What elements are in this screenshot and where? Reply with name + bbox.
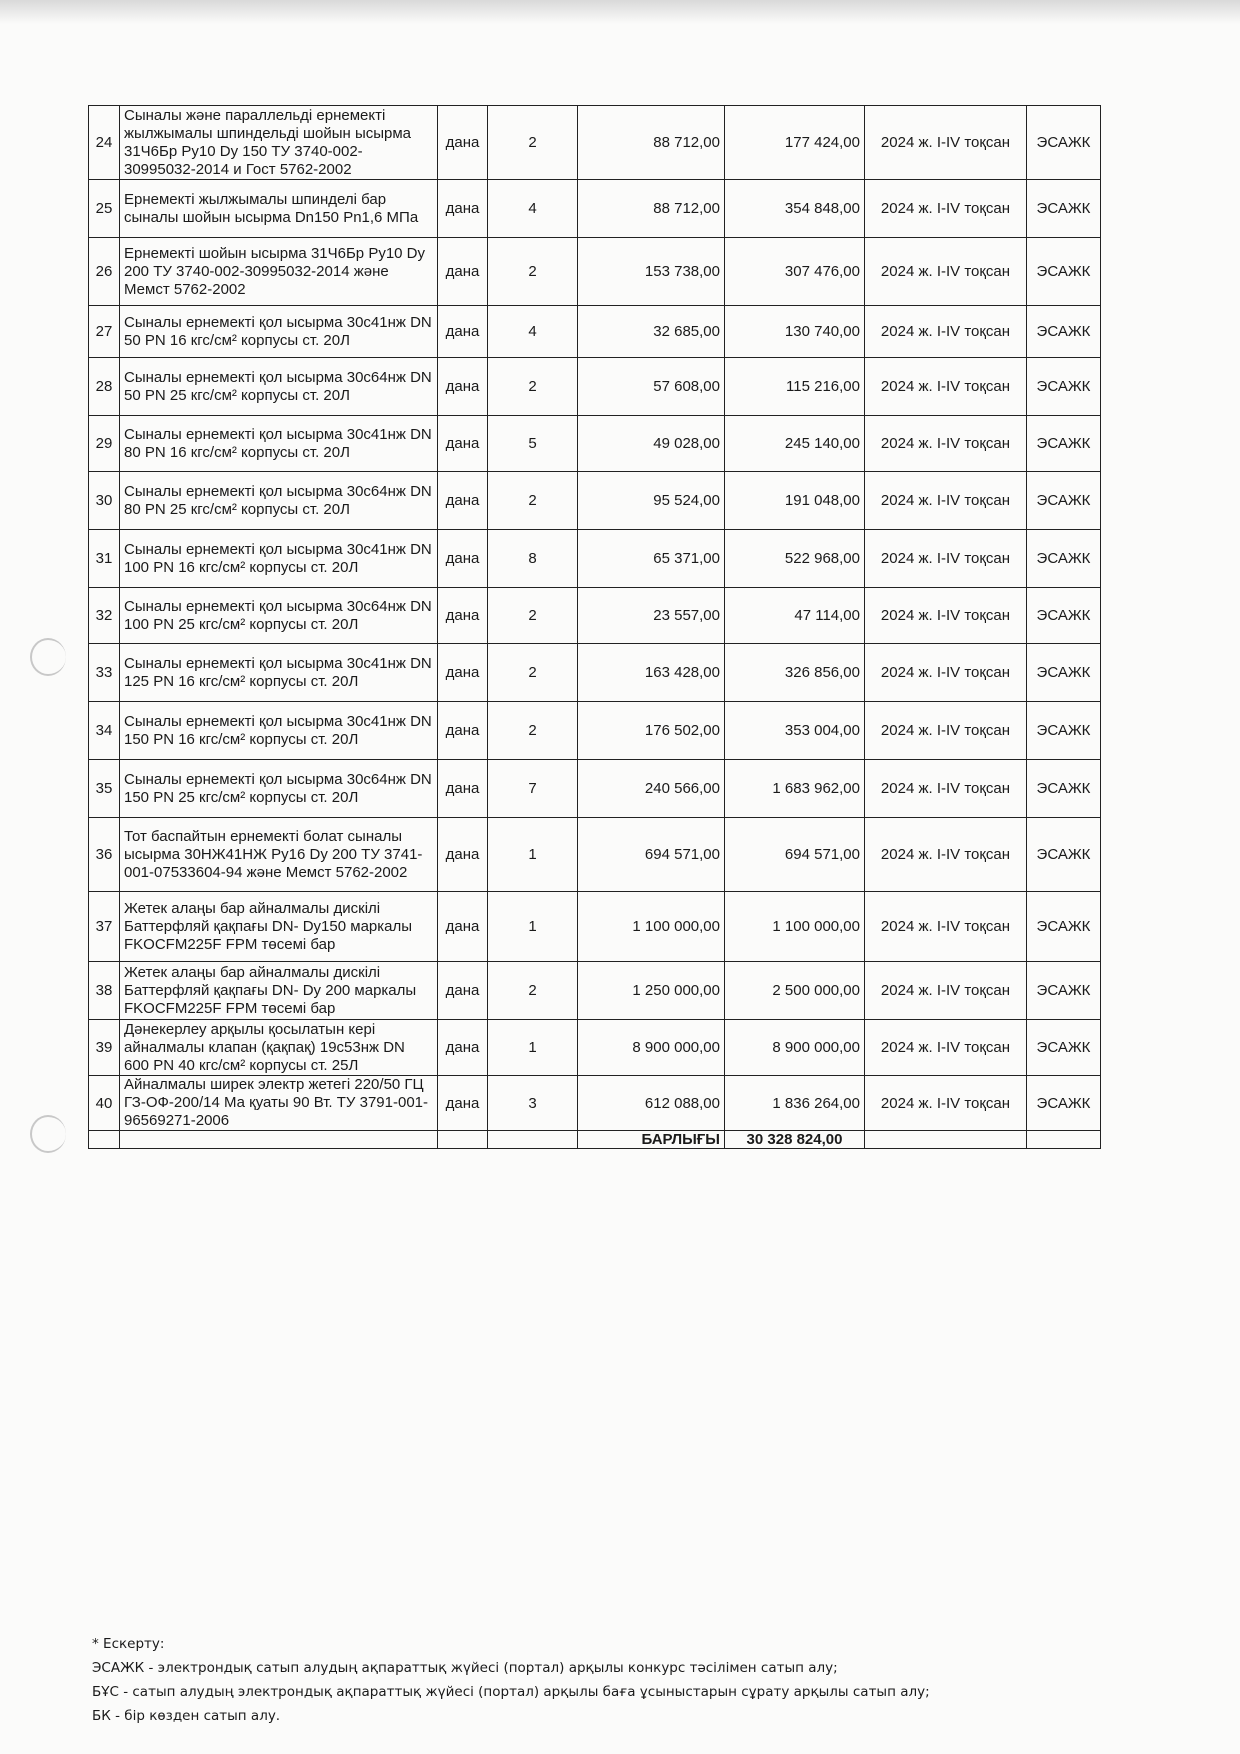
row-number: 27 <box>89 306 120 358</box>
row-number: 35 <box>89 760 120 818</box>
price-cell: 163 428,00 <box>578 644 725 702</box>
quantity-cell: 2 <box>488 644 578 702</box>
sum-cell: 115 216,00 <box>725 358 865 416</box>
method-cell: ЭСАЖК <box>1027 760 1101 818</box>
unit-cell: дана <box>438 238 488 306</box>
method-cell: ЭСАЖК <box>1027 358 1101 416</box>
footnote-title: * Ескерту: <box>92 1636 165 1652</box>
unit-cell: дана <box>438 530 488 588</box>
total-label: БАРЛЫҒЫ <box>578 1131 725 1149</box>
row-number: 24 <box>89 106 120 180</box>
price-cell: 1 100 000,00 <box>578 892 725 962</box>
item-name: Ернемекті шойын ысырма 31Ч6Бр Ру10 Dу 200 ТУ 3740-002-30995032-2014 және Мемст 5762-2002 <box>120 238 438 306</box>
quantity-cell: 2 <box>488 106 578 180</box>
period-cell: 2024 ж. I-IV тоқсан <box>865 238 1027 306</box>
price-cell: 95 524,00 <box>578 472 725 530</box>
price-cell: 49 028,00 <box>578 416 725 472</box>
table-row <box>89 1020 1101 1076</box>
table-row <box>89 892 1101 962</box>
unit-cell: дана <box>438 962 488 1020</box>
quantity-cell: 8 <box>488 530 578 588</box>
quantity-cell: 2 <box>488 238 578 306</box>
price-cell: 88 712,00 <box>578 106 725 180</box>
quantity-cell: 2 <box>488 472 578 530</box>
price-cell: 32 685,00 <box>578 306 725 358</box>
table-row <box>89 760 1101 818</box>
unit-cell: дана <box>438 644 488 702</box>
punch-hole <box>30 638 66 676</box>
quantity-cell: 4 <box>488 180 578 238</box>
item-name: Ернемекті жылжымалы шпинделі бар сыналы шойын ысырма Dn150 Pn1,6 МПа <box>120 180 438 238</box>
sum-cell: 1 836 264,00 <box>725 1076 865 1131</box>
sum-cell: 694 571,00 <box>725 818 865 892</box>
quantity-cell: 2 <box>488 702 578 760</box>
item-name: Дәнекерлеу арқылы қосылатын кері айналмалы клапан (қақпақ) 19с53нж DN 600 PN 40 кгс/см² корпусы ст. 25Л <box>120 1020 438 1076</box>
period-cell: 2024 ж. I-IV тоқсан <box>865 358 1027 416</box>
item-name: Сыналы ернемекті қол ысырма 30с41нж DN 125 PN 16 кгс/см² корпусы ст. 20Л <box>120 644 438 702</box>
method-cell: ЭСАЖК <box>1027 644 1101 702</box>
item-name: Сыналы ернемекті қол ысырма 30с64нж DN 100 PN 25 кгс/см² корпусы ст. 20Л <box>120 588 438 644</box>
item-name: Сыналы ернемекті қол ысырма 30с41нж DN 50 PN 16 кгс/см² корпусы ст. 20Л <box>120 306 438 358</box>
period-cell: 2024 ж. I-IV тоқсан <box>865 306 1027 358</box>
row-number: 34 <box>89 702 120 760</box>
table-row <box>89 818 1101 892</box>
period-cell: 2024 ж. I-IV тоқсан <box>865 530 1027 588</box>
method-cell: ЭСАЖК <box>1027 1020 1101 1076</box>
period-cell: 2024 ж. I-IV тоқсан <box>865 416 1027 472</box>
footnote <box>92 1632 1192 1728</box>
sum-cell: 354 848,00 <box>725 180 865 238</box>
price-cell: 88 712,00 <box>578 180 725 238</box>
price-cell: 176 502,00 <box>578 702 725 760</box>
method-cell: ЭСАЖК <box>1027 962 1101 1020</box>
item-name: Сыналы ернемекті қол ысырма 30с64нж DN 50 PN 25 кгс/см² корпусы ст. 20Л <box>120 358 438 416</box>
table-row <box>89 530 1101 588</box>
method-cell: ЭСАЖК <box>1027 238 1101 306</box>
price-cell: 153 738,00 <box>578 238 725 306</box>
row-number: 38 <box>89 962 120 1020</box>
sum-cell: 326 856,00 <box>725 644 865 702</box>
unit-cell: дана <box>438 358 488 416</box>
sum-cell: 191 048,00 <box>725 472 865 530</box>
sum-cell: 1 100 000,00 <box>725 892 865 962</box>
item-name: Сыналы ернемекті қол ысырма 30с41нж DN 80 PN 16 кгс/см² корпусы ст. 20Л <box>120 416 438 472</box>
quantity-cell: 2 <box>488 962 578 1020</box>
period-cell: 2024 ж. I-IV тоқсан <box>865 472 1027 530</box>
method-cell: ЭСАЖК <box>1027 702 1101 760</box>
table-row <box>89 702 1101 760</box>
sum-cell: 307 476,00 <box>725 238 865 306</box>
table-row <box>89 416 1101 472</box>
price-cell: 1 250 000,00 <box>578 962 725 1020</box>
quantity-cell: 1 <box>488 892 578 962</box>
sum-cell: 177 424,00 <box>725 106 865 180</box>
table-row <box>89 180 1101 238</box>
row-number: 32 <box>89 588 120 644</box>
method-cell: ЭСАЖК <box>1027 530 1101 588</box>
unit-cell: дана <box>438 1020 488 1076</box>
row-number: 30 <box>89 472 120 530</box>
sum-cell: 130 740,00 <box>725 306 865 358</box>
sum-cell: 1 683 962,00 <box>725 760 865 818</box>
quantity-cell: 7 <box>488 760 578 818</box>
row-number: 37 <box>89 892 120 962</box>
quantity-cell: 3 <box>488 1076 578 1131</box>
item-name: Тот баспайтын ернемекті болат сыналы ысырма 30НЖ41НЖ Ру16 Dу 200 ТУ 3741-001-07533604-94 және Мемст 5762-2002 <box>120 818 438 892</box>
table-row <box>89 644 1101 702</box>
price-cell: 23 557,00 <box>578 588 725 644</box>
method-cell: ЭСАЖК <box>1027 1076 1101 1131</box>
price-cell: 65 371,00 <box>578 530 725 588</box>
quantity-cell: 2 <box>488 358 578 416</box>
period-cell: 2024 ж. I-IV тоқсан <box>865 180 1027 238</box>
item-name: Сыналы ернемекті қол ысырма 30с64нж DN 150 PN 25 кгс/см² корпусы ст. 20Л <box>120 760 438 818</box>
sum-cell: 522 968,00 <box>725 530 865 588</box>
item-name: Жетек алаңы бар айналмалы дискілі Баттерфляй қақпағы DN- Dу150 маркалы FKOCFM225F FPM төсемі бар <box>120 892 438 962</box>
price-cell: 57 608,00 <box>578 358 725 416</box>
unit-cell: дана <box>438 892 488 962</box>
unit-cell: дана <box>438 106 488 180</box>
period-cell: 2024 ж. I-IV тоқсан <box>865 644 1027 702</box>
row-number: 33 <box>89 644 120 702</box>
method-cell: ЭСАЖК <box>1027 472 1101 530</box>
price-cell: 8 900 000,00 <box>578 1020 725 1076</box>
item-name: Сыналы және параллельді ернемекті жылжымалы шпиндельді шойын ысырма 31Ч6Бр Ру10 Dу 150 ТУ 3740-002-30995032-2014 и Гост 5762-2002 <box>120 106 438 180</box>
method-cell: ЭСАЖК <box>1027 892 1101 962</box>
footnote-line: ЭСАЖК - электрондық сатып алудың ақпараттық жүйесі (портал) арқылы конкурс тәсілімен сатып алу; <box>92 1660 838 1676</box>
method-cell: ЭСАЖК <box>1027 416 1101 472</box>
method-cell: ЭСАЖК <box>1027 818 1101 892</box>
unit-cell: дана <box>438 180 488 238</box>
quantity-cell: 4 <box>488 306 578 358</box>
item-name: Айналмалы ширек электр жетегі 220/50 ГЦ ГЗ-ОФ-200/14 Ма қуаты 90 Вт. ТУ 3791-001-96569271-2006 <box>120 1076 438 1131</box>
row-number: 39 <box>89 1020 120 1076</box>
table-row <box>89 306 1101 358</box>
quantity-cell: 5 <box>488 416 578 472</box>
quantity-cell: 1 <box>488 818 578 892</box>
period-cell: 2024 ж. I-IV тоқсан <box>865 818 1027 892</box>
sum-cell: 353 004,00 <box>725 702 865 760</box>
footnote-line: БҰС - сатып алудың электрондық ақпараттық жүйесі (портал) арқылы баға ұсыныстарын сұрату арқылы сатып алу; <box>92 1684 930 1700</box>
row-number: 25 <box>89 180 120 238</box>
method-cell: ЭСАЖК <box>1027 106 1101 180</box>
period-cell: 2024 ж. I-IV тоқсан <box>865 702 1027 760</box>
unit-cell: дана <box>438 818 488 892</box>
price-cell: 240 566,00 <box>578 760 725 818</box>
row-number: 36 <box>89 818 120 892</box>
total-row <box>89 1131 1101 1149</box>
method-cell: ЭСАЖК <box>1027 306 1101 358</box>
table-row <box>89 588 1101 644</box>
procurement-table <box>88 105 1101 1149</box>
unit-cell: дана <box>438 588 488 644</box>
unit-cell: дана <box>438 760 488 818</box>
price-cell: 694 571,00 <box>578 818 725 892</box>
table-row <box>89 106 1101 180</box>
unit-cell: дана <box>438 472 488 530</box>
unit-cell: дана <box>438 416 488 472</box>
row-number: 29 <box>89 416 120 472</box>
period-cell: 2024 ж. I-IV тоқсан <box>865 588 1027 644</box>
unit-cell: дана <box>438 306 488 358</box>
period-cell: 2024 ж. I-IV тоқсан <box>865 106 1027 180</box>
period-cell: 2024 ж. I-IV тоқсан <box>865 962 1027 1020</box>
sum-cell: 2 500 000,00 <box>725 962 865 1020</box>
period-cell: 2024 ж. I-IV тоқсан <box>865 1020 1027 1076</box>
item-name: Сыналы ернемекті қол ысырма 30с41нж DN 150 PN 16 кгс/см² корпусы ст. 20Л <box>120 702 438 760</box>
price-cell: 612 088,00 <box>578 1076 725 1131</box>
table-row <box>89 238 1101 306</box>
table-row <box>89 962 1101 1020</box>
total-value: 30 328 824,00 <box>725 1131 865 1149</box>
period-cell: 2024 ж. I-IV тоқсан <box>865 760 1027 818</box>
item-name: Сыналы ернемекті қол ысырма 30с64нж DN 80 PN 25 кгс/см² корпусы ст. 20Л <box>120 472 438 530</box>
quantity-cell: 1 <box>488 1020 578 1076</box>
method-cell: ЭСАЖК <box>1027 180 1101 238</box>
row-number: 28 <box>89 358 120 416</box>
sum-cell: 245 140,00 <box>725 416 865 472</box>
sum-cell: 47 114,00 <box>725 588 865 644</box>
sum-cell: 8 900 000,00 <box>725 1020 865 1076</box>
period-cell: 2024 ж. I-IV тоқсан <box>865 1076 1027 1131</box>
footnote-line: БК - бір көзден сатып алу. <box>92 1708 281 1724</box>
unit-cell: дана <box>438 702 488 760</box>
table-row <box>89 358 1101 416</box>
table-row <box>89 1076 1101 1131</box>
unit-cell: дана <box>438 1076 488 1131</box>
row-number: 40 <box>89 1076 120 1131</box>
punch-hole <box>30 1115 66 1153</box>
item-name: Жетек алаңы бар айналмалы дискілі Баттерфляй қақпағы DN- Dу 200 маркалы FKOCFM225F FPM төсемі бар <box>120 962 438 1020</box>
table-row <box>89 472 1101 530</box>
quantity-cell: 2 <box>488 588 578 644</box>
scan-top-shadow <box>0 0 1240 24</box>
row-number: 26 <box>89 238 120 306</box>
method-cell: ЭСАЖК <box>1027 588 1101 644</box>
item-name: Сыналы ернемекті қол ысырма 30с41нж DN 100 PN 16 кгс/см² корпусы ст. 20Л <box>120 530 438 588</box>
row-number: 31 <box>89 530 120 588</box>
period-cell: 2024 ж. I-IV тоқсан <box>865 892 1027 962</box>
